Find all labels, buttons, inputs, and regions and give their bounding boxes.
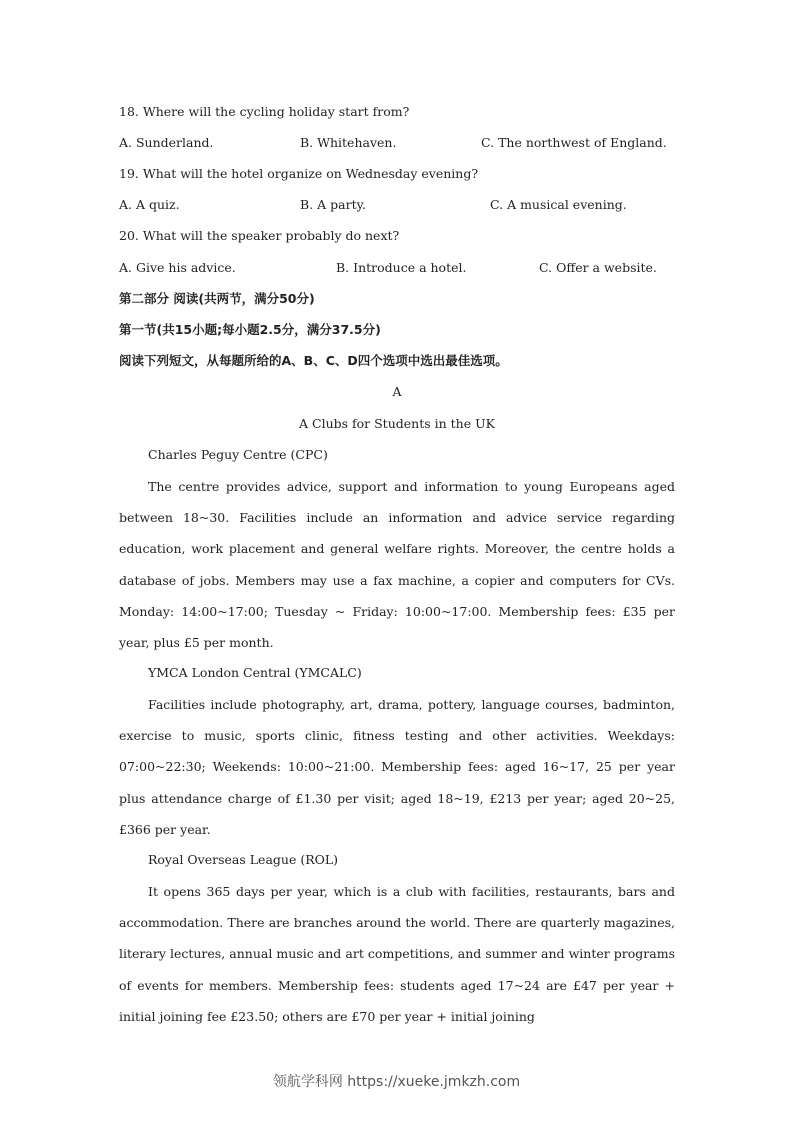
club-paragraph: The centre provides advice, support and information to young Europeans aged between 18~30. Facilities include an information and advice service regarding education, work placement and general welfare rights. Moreover, the centre holds a database of jobs. Members may use a fax machine, a copier and computers for CVs. Monday: 14:00~17:00; Tuesday ~ Friday: 10:00~17:00. Membership fees: £35 per year, plus £5 per month. [119,479,675,651]
subsection-title: 第一节(共15小题;每小题2.5分，满分37.5分) [119,322,381,337]
option-a: A. Give his advice. [119,260,236,275]
club-heading: Royal Overseas League (ROL) [148,852,339,867]
part-title: 第二部分 阅读(共两节，满分50分) [119,291,315,306]
club-heading: YMCA London Central (YMCALC) [148,665,362,680]
club-paragraph: Facilities include photography, art, drama, pottery, language courses, badminton, exercise to music, sports clinic, fitness testing and other activities. Weekdays: 07:00~22:30; Weekends: 10:00~21:00. Membership fees: aged 16~17, 25 per year plus attendance charge of £1.30 per visit; aged 18~19, £213 per year; aged 20~25, £366 per year. [119,697,675,837]
passage-letter: A [392,384,402,399]
option-b: B. Whitehaven. [300,135,397,150]
option-b: B. A party. [300,197,366,212]
option-c: C. A musical evening. [490,197,627,212]
option-c: C. The northwest of England. [481,135,667,150]
question-20-stem: 20. What will the speaker probably do next? [119,228,400,243]
question-18-stem: 18. Where will the cycling holiday start from? [119,104,410,119]
option-a: A. Sunderland. [119,135,214,150]
club-paragraph: It opens 365 days per year, which is a club with facilities, restaurants, bars and accommodation. There are branches around the world. There are quarterly magazines, literary lectures, annual music and art competitions, and summer and winter programs of events for members. Membership fees: students aged 17~24 are £47 per year + initial joining fee £23.50; others are £70 per year + initial joining [119,884,675,1024]
option-b: B. Introduce a hotel. [336,260,467,275]
option-c: C. Offer a website. [539,260,657,275]
club-heading: Charles Peguy Centre (CPC) [148,447,328,462]
option-a: A. A quiz. [119,197,180,212]
passage-title: A Clubs for Students in the UK [299,416,495,431]
footer-watermark: 领航学科网 https://xueke.jmkzh.com [272,1074,521,1090]
question-19-stem: 19. What will the hotel organize on Wednesday evening? [119,166,479,181]
instruction: 阅读下列短文，从每题所给的A、B、C、D四个选项中选出最佳选项。 [119,353,508,368]
